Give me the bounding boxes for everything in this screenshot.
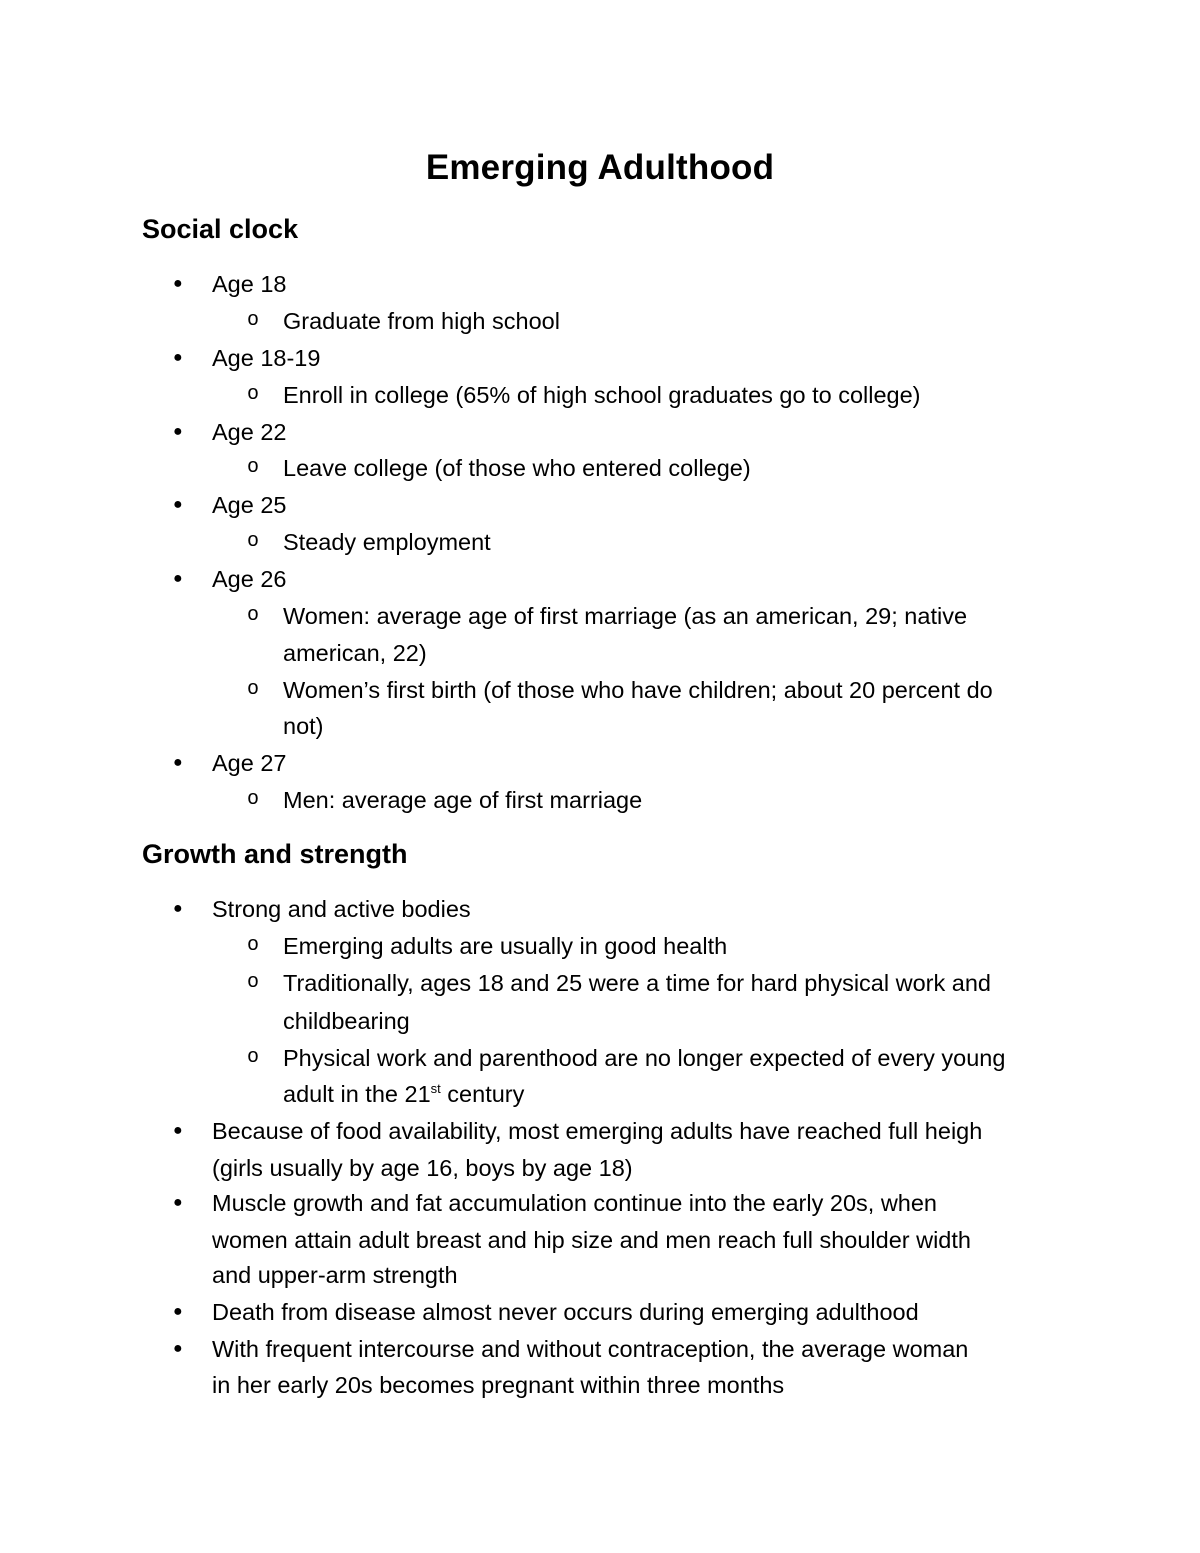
bullet-icon: ● (173, 1303, 183, 1320)
sub-list-item-text: not) (283, 713, 324, 739)
circle-bullet-icon: o (247, 788, 260, 811)
sub-list-item (247, 966, 991, 1000)
sub-list-item-text: Women: average age of first marriage (as an american, 29; native (283, 603, 968, 629)
list-item-text: Age 22 (212, 419, 287, 445)
circle-bullet-icon: o (247, 383, 260, 406)
sub-list-item-text: Steady employment (283, 529, 491, 555)
sub-list-item-text: adult in the 21 (283, 1081, 431, 1107)
sub-list-item (247, 1041, 1006, 1075)
document-title: Emerging Adulthood (425, 148, 775, 187)
sub-list-item-text: Traditionally, ages 18 and 25 were a time for hard physical work and (283, 970, 991, 996)
sub-list-item (247, 378, 921, 412)
list-item-text: Age 18-19 (212, 345, 321, 371)
sub-list-item (247, 783, 643, 817)
list-item-text: Age 25 (212, 492, 287, 518)
bullet-icon: ● (173, 423, 183, 440)
list-item (173, 562, 287, 596)
sub-list-item (247, 599, 968, 633)
sub-list-item-text: Men: average age of first marriage (283, 787, 643, 813)
bullet-icon: ● (173, 900, 183, 917)
list-item-continuation (212, 1258, 458, 1292)
list-item (173, 892, 471, 926)
list-item-text: Age 26 (212, 566, 287, 592)
circle-bullet-icon: o (247, 604, 260, 627)
sub-list-item-continuation (283, 636, 427, 670)
bullet-icon: ● (173, 570, 183, 587)
list-item-continuation (212, 1223, 971, 1257)
list-item-text: and upper-arm strength (212, 1262, 458, 1288)
circle-bullet-icon: o (247, 456, 260, 479)
circle-bullet-icon: o (247, 971, 260, 994)
list-item-text: Muscle growth and fat accumulation continue into the early 20s, when (212, 1190, 938, 1216)
bullet-icon: ● (173, 1340, 183, 1357)
bullet-icon: ● (173, 1194, 183, 1211)
sub-list-item-text: Leave college (of those who entered college) (283, 455, 751, 481)
list-item (173, 415, 287, 449)
sub-list-item-text: american, 22) (283, 640, 427, 666)
sub-list-item (247, 304, 560, 338)
list-item-text: With frequent intercourse and without contraception, the average woman (212, 1336, 969, 1362)
list-item-text: Age 18 (212, 271, 287, 297)
list-item (173, 1295, 919, 1329)
list-item-text: Death from disease almost never occurs during emerging adulthood (212, 1299, 919, 1325)
sub-list-item-text: Physical work and parenthood are no longer expected of every young (283, 1045, 1006, 1071)
list-item (173, 1114, 983, 1148)
sub-list-item-text: childbearing (283, 1008, 410, 1034)
sub-list-item (247, 673, 993, 707)
circle-bullet-icon: o (247, 1046, 260, 1069)
list-item (173, 1332, 969, 1366)
sub-list-item (247, 451, 751, 485)
list-item (173, 488, 287, 522)
bullet-icon: ● (173, 1122, 183, 1139)
sub-list-item-text: Graduate from high school (283, 308, 560, 334)
bullet-icon: ● (173, 754, 183, 771)
list-item (173, 746, 287, 780)
list-item-text: Age 27 (212, 750, 287, 776)
list-item (173, 1186, 938, 1220)
list-item-text: women attain adult breast and hip size and men reach full shoulder width (212, 1227, 971, 1253)
sub-list-item (247, 525, 491, 559)
section-heading-social-clock: Social clock (142, 214, 299, 244)
sub-list-item-text: Enroll in college (65% of high school graduates go to college) (283, 382, 921, 408)
bullet-icon: ● (173, 275, 183, 292)
circle-bullet-icon: o (247, 934, 260, 957)
circle-bullet-icon: o (247, 678, 260, 701)
list-item-text: Because of food availability, most emerging adults have reached full heigh (212, 1118, 983, 1144)
bullet-icon: ● (173, 496, 183, 513)
circle-bullet-icon: o (247, 530, 260, 553)
section-heading-growth-and-strength: Growth and strength (142, 839, 408, 869)
list-item-text: Strong and active bodies (212, 896, 471, 922)
list-item-continuation (212, 1151, 633, 1185)
list-item-text: in her early 20s becomes pregnant within three months (212, 1372, 785, 1398)
sub-list-item-continuation (283, 709, 324, 743)
list-item (173, 267, 287, 301)
sub-list-item-text: Emerging adults are usually in good health (283, 933, 728, 959)
sub-list-item-text: century (440, 1081, 525, 1107)
sub-list-item-continuation (283, 1077, 524, 1111)
list-item (173, 341, 321, 375)
superscript: st (430, 1081, 441, 1097)
bullet-icon: ● (173, 349, 183, 366)
list-item-text: (girls usually by age 16, boys by age 18) (212, 1155, 633, 1181)
sub-list-item-text: Women’s first birth (of those who have children; about 20 percent do (283, 677, 993, 703)
list-item-continuation (212, 1368, 784, 1402)
sub-list-item-continuation (283, 1004, 410, 1038)
circle-bullet-icon: o (247, 309, 260, 332)
sub-list-item (247, 929, 728, 963)
